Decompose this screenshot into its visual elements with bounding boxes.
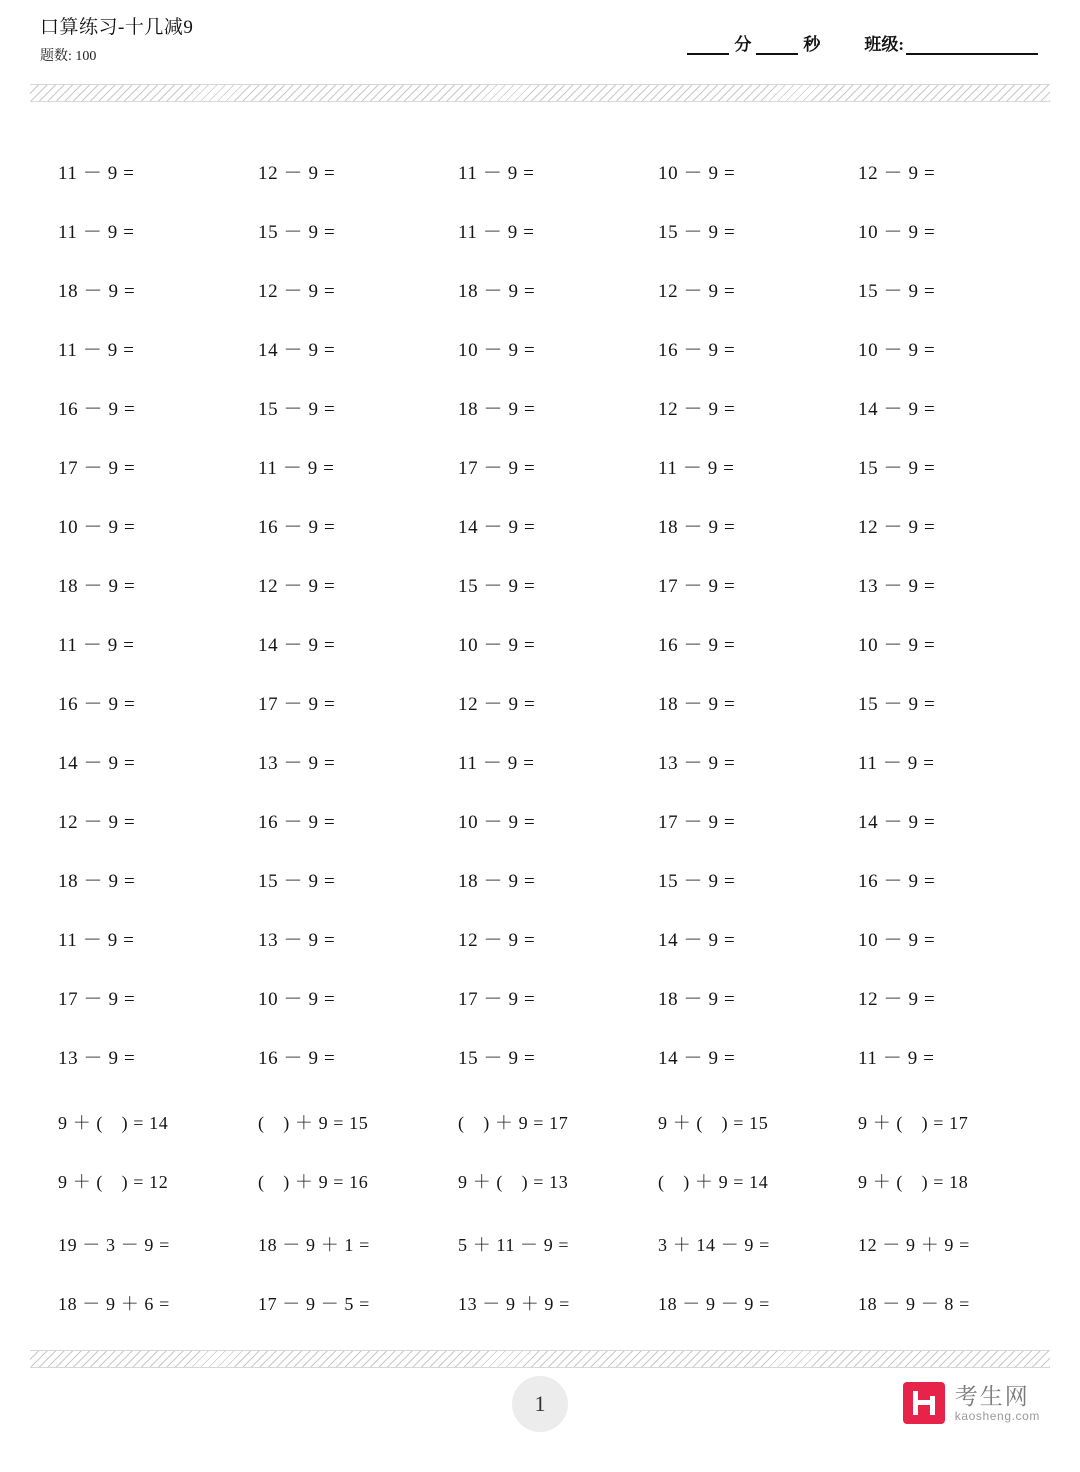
problem-cell: 17 － 9 = — [458, 458, 536, 479]
problem-cell: 10 － 9 = — [658, 163, 736, 184]
problem-grid-subtraction — [40, 142, 1040, 1086]
class-blank[interactable] — [906, 39, 1038, 55]
problem-cell: 18 － 9 = — [58, 281, 136, 302]
problem-cell: 10 － 9 = — [858, 340, 936, 361]
page-title: 口算练习-十几减9 — [40, 17, 194, 38]
problem-cell: 13 － 9 = — [58, 1048, 136, 1069]
problem-cell: 15 － 9 = — [258, 222, 336, 243]
brand-mark-icon — [903, 1382, 945, 1424]
problem-grid-fill-blank — [40, 1092, 1040, 1210]
problem-cell: 12 － 9 = — [58, 812, 136, 833]
problem-cell: 18 － 9 ＋ 6 = — [58, 1293, 170, 1314]
problem-cell: 16 － 9 = — [58, 694, 136, 715]
class-label: 班级: — [864, 35, 904, 54]
problem-cell: 10 － 9 = — [458, 812, 536, 833]
problem-cell: 15 － 9 = — [658, 222, 736, 243]
problem-cell: 18 － 9 － 8 = — [858, 1293, 970, 1314]
header-fields — [682, 30, 1038, 55]
problem-cell: 9 ＋ ( ) = 17 — [858, 1112, 969, 1133]
second-label: 秒 — [803, 35, 821, 54]
problem-cell: 18 － 9 ＋ 1 = — [258, 1234, 370, 1255]
problem-cell: 19 － 3 － 9 = — [58, 1234, 170, 1255]
problem-cell: 12 － 9 = — [458, 930, 536, 951]
problem-cell: ( ) ＋ 9 = 17 — [458, 1112, 569, 1133]
problem-cell: 11 － 9 = — [458, 753, 535, 774]
problem-cell: 9 ＋ ( ) = 14 — [58, 1112, 169, 1133]
page-footer — [0, 1376, 1080, 1446]
problem-cell: 13 － 9 ＋ 9 = — [458, 1293, 570, 1314]
problem-cell: 16 － 9 = — [258, 517, 336, 538]
problem-cell: 11 － 9 = — [658, 458, 735, 479]
class-field-group — [864, 30, 1038, 55]
page-number: 1 — [512, 1376, 568, 1432]
problem-cell: 9 ＋ ( ) = 13 — [458, 1171, 569, 1192]
problem-cell: 17 － 9 = — [658, 812, 736, 833]
problem-cell: 15 － 9 = — [858, 281, 936, 302]
brand-url: kaosheng.com — [954, 1408, 1040, 1423]
problem-cell: 10 － 9 = — [458, 340, 536, 361]
problem-cell: 18 － 9 = — [658, 517, 736, 538]
top-divider — [30, 84, 1050, 102]
problem-cell: 11 － 9 = — [458, 222, 535, 243]
problem-cell: 11 － 9 = — [458, 163, 535, 184]
problem-cell: 16 － 9 = — [258, 812, 336, 833]
problem-cell: 5 ＋ 11 － 9 = — [458, 1234, 570, 1255]
problem-cell: 15 － 9 = — [858, 458, 936, 479]
minutes-blank[interactable] — [687, 39, 729, 55]
problem-cell: 12 － 9 = — [658, 281, 736, 302]
problem-cell: 12 － 9 = — [858, 989, 936, 1010]
problem-cell: 16 － 9 = — [658, 635, 736, 656]
problem-cell: 14 － 9 = — [658, 1048, 736, 1069]
problem-cell: 3 ＋ 14 － 9 = — [658, 1234, 770, 1255]
problem-cell: 12 － 9 ＋ 9 = — [858, 1234, 970, 1255]
problem-cell: 10 － 9 = — [458, 635, 536, 656]
problem-cell: 12 － 9 = — [858, 517, 936, 538]
problem-cell: 10 － 9 = — [858, 222, 936, 243]
problem-cell: 10 － 9 = — [858, 930, 936, 951]
problem-cell: 12 － 9 = — [658, 399, 736, 420]
problem-cell: 10 － 9 = — [858, 635, 936, 656]
title-block — [40, 12, 193, 65]
problem-cell: 17 － 9 = — [58, 989, 136, 1010]
problem-cell: 15 － 9 = — [258, 871, 336, 892]
problem-cell: 15 － 9 = — [858, 694, 936, 715]
problem-cell: 9 ＋ ( ) = 18 — [858, 1171, 969, 1192]
seconds-blank[interactable] — [756, 39, 798, 55]
problem-cell: 16 － 9 = — [58, 399, 136, 420]
problem-cell: 11 － 9 = — [58, 222, 135, 243]
problem-cell: 14 － 9 = — [58, 753, 136, 774]
problem-cell: 18 － 9 = — [58, 871, 136, 892]
problem-cell: 18 － 9 － 9 = — [658, 1293, 770, 1314]
problem-cell: ( ) ＋ 9 = 16 — [258, 1171, 369, 1192]
problem-cell: 17 － 9 = — [658, 576, 736, 597]
problem-cell: 18 － 9 = — [458, 281, 536, 302]
problem-cell: 18 － 9 = — [658, 694, 736, 715]
brand-name: 考生网 — [954, 1382, 1030, 1409]
problem-cell: 11 － 9 = — [58, 340, 135, 361]
problem-cell: 17 － 9 = — [58, 458, 136, 479]
problem-cell: 16 － 9 = — [858, 871, 936, 892]
problem-cell: 14 － 9 = — [458, 517, 536, 538]
problem-cell: 18 － 9 = — [458, 871, 536, 892]
problem-cell: 11 － 9 = — [58, 930, 135, 951]
problem-cell: 12 － 9 = — [258, 576, 336, 597]
problem-cell: 15 － 9 = — [258, 399, 336, 420]
minute-label: 分 — [734, 35, 752, 54]
problem-cell: 18 － 9 = — [58, 576, 136, 597]
page-header — [0, 0, 1080, 74]
problem-cell: 12 － 9 = — [258, 163, 336, 184]
problem-cell: 17 － 9 = — [258, 694, 336, 715]
problem-cell: 15 － 9 = — [458, 1048, 536, 1069]
problem-cell: 11 － 9 = — [258, 458, 335, 479]
problem-cell: ( ) ＋ 9 = 15 — [258, 1112, 369, 1133]
problem-cell: 14 － 9 = — [658, 930, 736, 951]
problem-cell: 13 － 9 = — [658, 753, 736, 774]
problem-cell: 18 － 9 = — [658, 989, 736, 1010]
problem-cell: 9 ＋ ( ) = 15 — [658, 1112, 769, 1133]
problem-cell: 9 ＋ ( ) = 12 — [58, 1171, 169, 1192]
problem-cell: 14 － 9 = — [258, 340, 336, 361]
bottom-divider — [30, 1350, 1050, 1368]
time-field-group — [682, 30, 820, 55]
problem-cell: 18 － 9 = — [458, 399, 536, 420]
problem-cell: 12 － 9 = — [458, 694, 536, 715]
problem-cell: 10 － 9 = — [258, 989, 336, 1010]
problem-cell: 11 － 9 = — [858, 753, 935, 774]
question-count: 题数: 100 — [40, 49, 97, 64]
problem-cell: 17 － 9 － 5 = — [258, 1293, 370, 1314]
problem-cell: 13 － 9 = — [858, 576, 936, 597]
brand-text — [955, 1384, 1040, 1423]
problem-cell: 14 － 9 = — [258, 635, 336, 656]
brand-logo — [903, 1382, 1040, 1424]
problem-cell: 13 － 9 = — [258, 930, 336, 951]
problem-cell: 12 － 9 = — [858, 163, 936, 184]
problem-cell: 15 － 9 = — [458, 576, 536, 597]
problem-cell: 15 － 9 = — [658, 871, 736, 892]
problem-cell: 11 － 9 = — [58, 635, 135, 656]
problem-cell: 10 － 9 = — [58, 517, 136, 538]
problem-cell: 16 － 9 = — [258, 1048, 336, 1069]
problem-cell: 17 － 9 = — [458, 989, 536, 1010]
problem-cell: 16 － 9 = — [658, 340, 736, 361]
problem-cell: ( ) ＋ 9 = 14 — [658, 1171, 769, 1192]
problem-cell: 13 － 9 = — [258, 753, 336, 774]
problem-cell: 14 － 9 = — [858, 399, 936, 420]
problem-cell: 12 － 9 = — [258, 281, 336, 302]
problem-cell: 11 － 9 = — [858, 1048, 935, 1069]
problem-cell: 14 － 9 = — [858, 812, 936, 833]
problem-grid-multi-step — [40, 1214, 1040, 1332]
problem-cell: 11 － 9 = — [58, 163, 135, 184]
